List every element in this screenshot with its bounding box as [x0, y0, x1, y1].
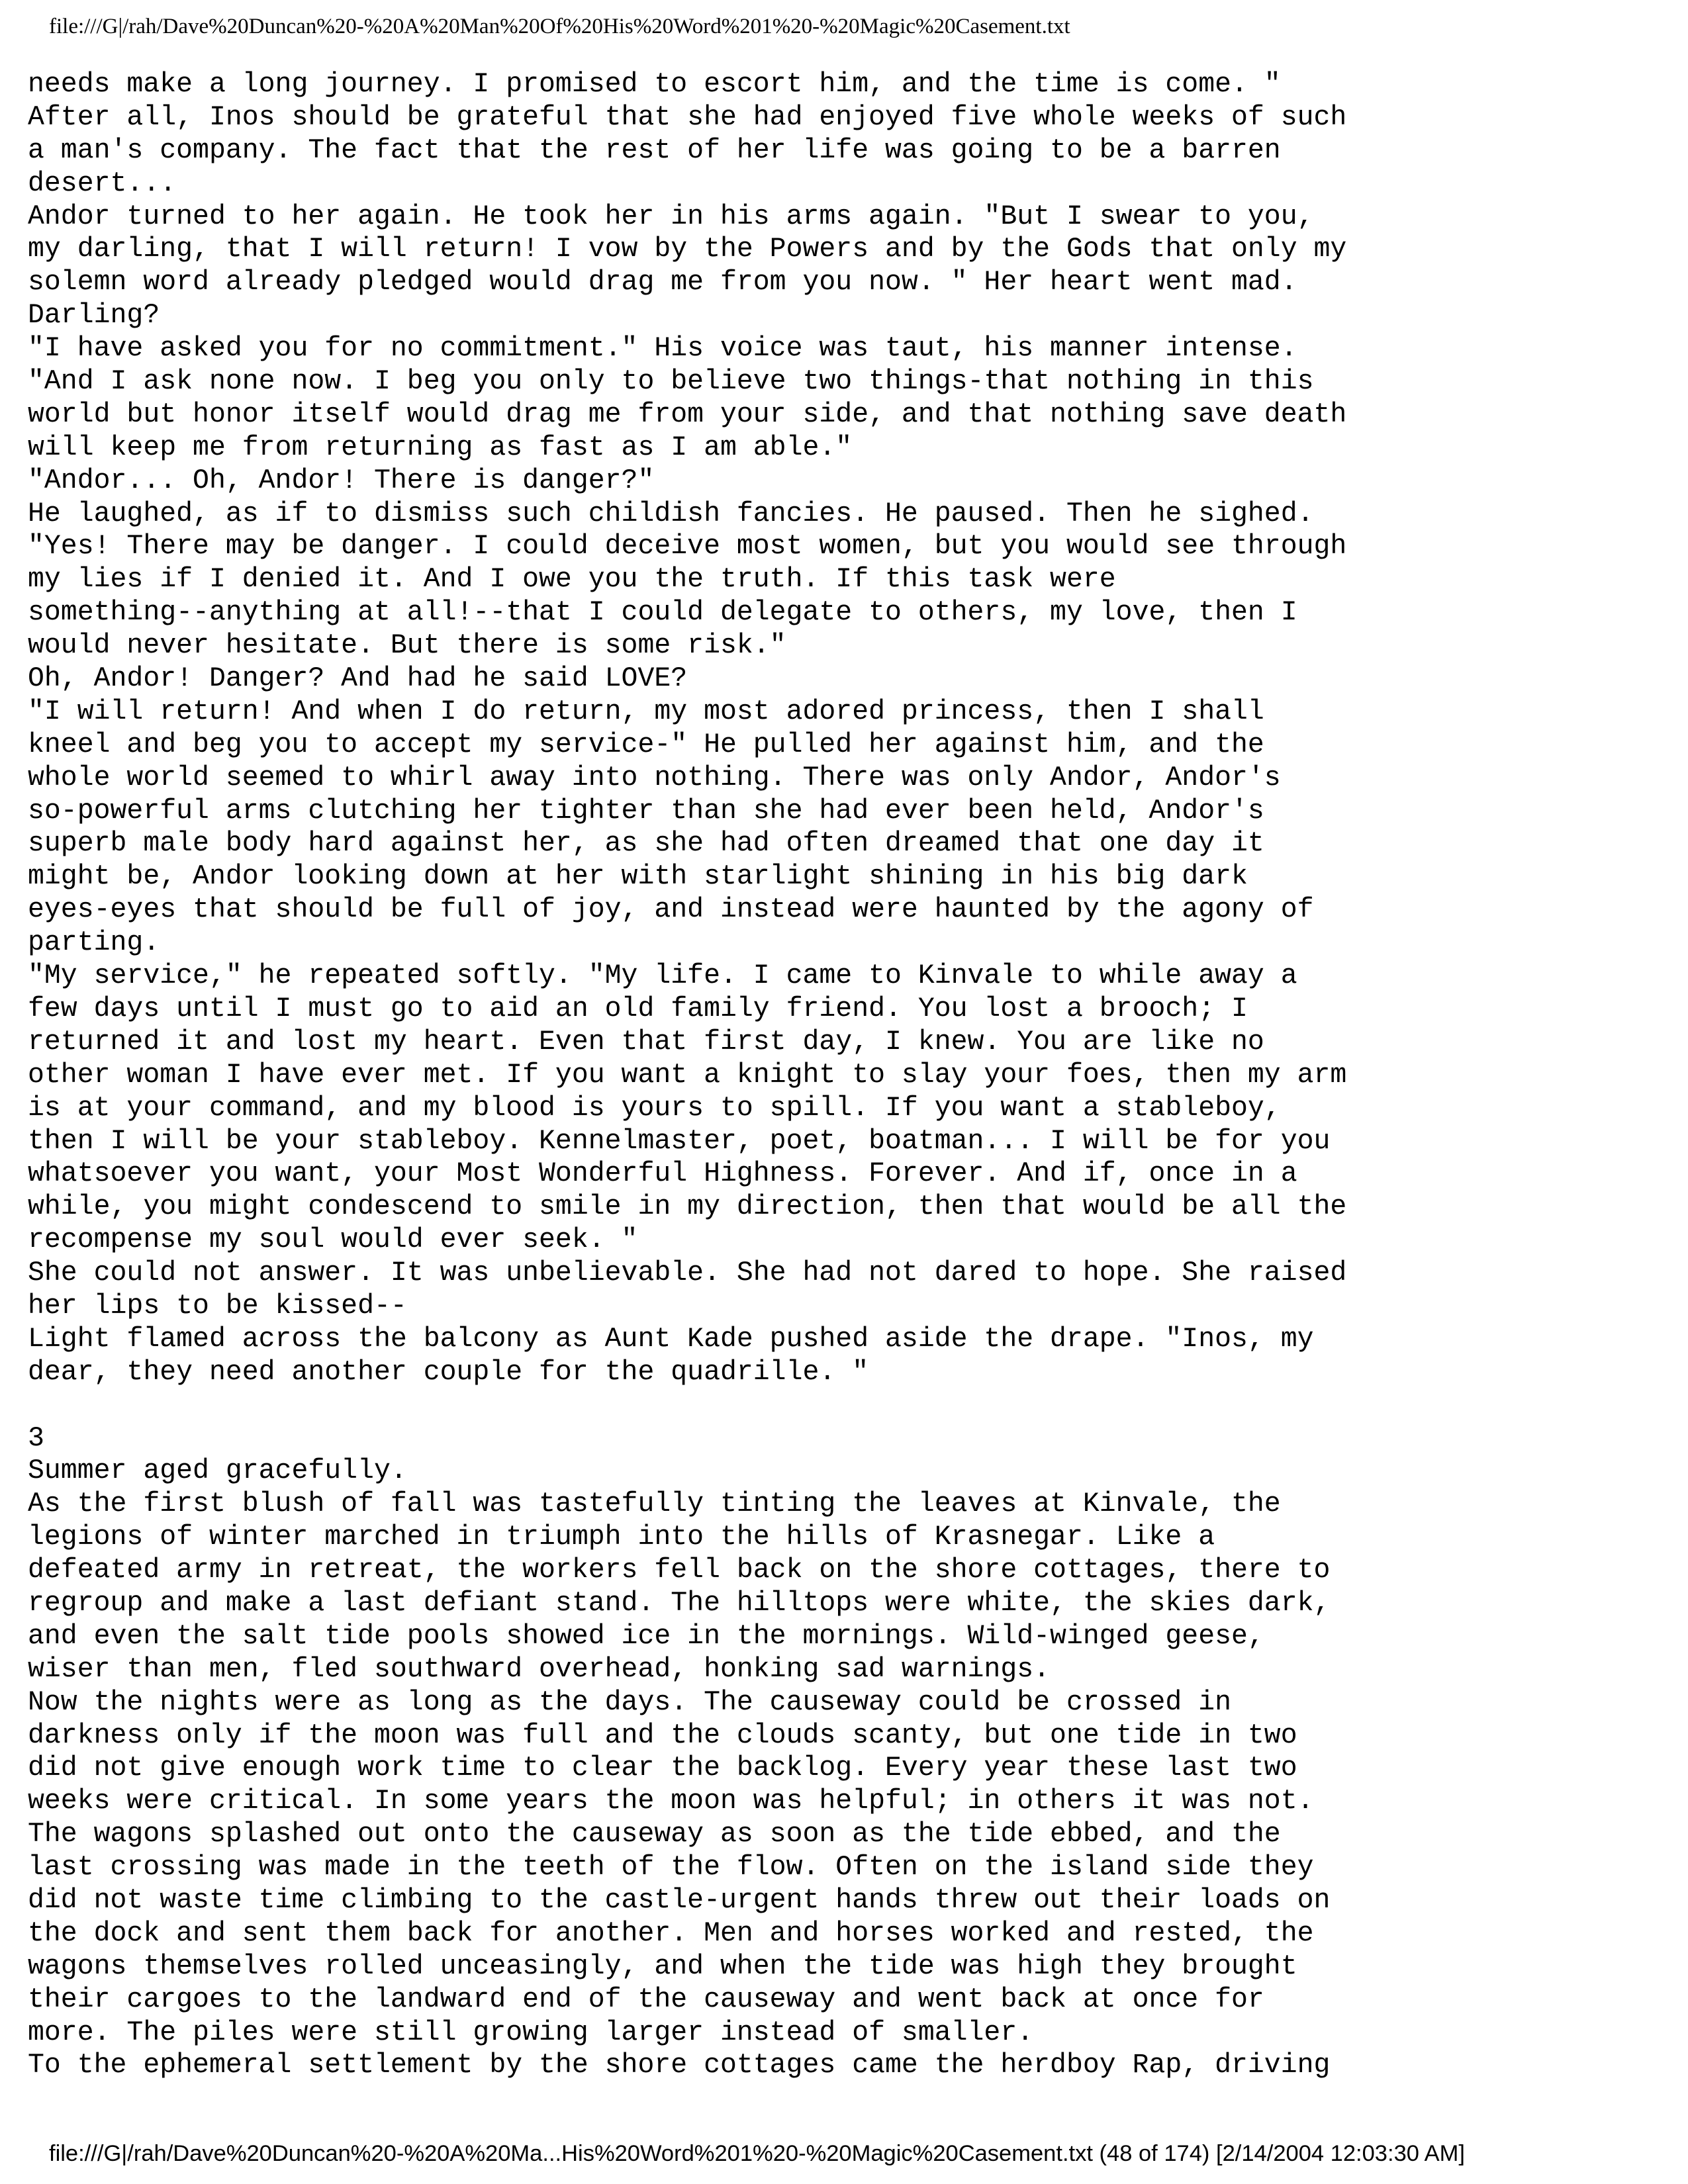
- text-line: To the ephemeral settlement by the shore cottages came the herdboy Rap, driving: [28, 2050, 1331, 2081]
- footer-timestamp: [2/14/2004 12:03:30 AM]: [1216, 2141, 1465, 2166]
- text-line: parting.: [28, 927, 160, 959]
- text-line: returned it and lost my heart. Even that first day, I knew. You are like no: [28, 1026, 1264, 1058]
- text-line: Summer aged gracefully.: [28, 1455, 407, 1487]
- text-line: "My service," he repeated softly. "My life. I came to Kinvale to while away a: [28, 960, 1297, 992]
- text-line: her lips to be kissed--: [28, 1290, 407, 1322]
- text-line: my darling, that I will return! I vow by the Powers and by the Gods that only my: [28, 234, 1347, 265]
- text-line: so-powerful arms clutching her tighter than she had ever been held, Andor's: [28, 795, 1264, 827]
- text-line: After all, Inos should be grateful that she had enjoyed five whole weeks of such: [28, 101, 1347, 133]
- text-line: He laughed, as if to dismiss such childish fancies. He paused. Then he sighed.: [28, 498, 1314, 529]
- text-line: Light flamed across the balcony as Aunt Kade pushed aside the drape. "Inos, my: [28, 1323, 1314, 1355]
- text-line: while, you might condescend to smile in my direction, then that would be all the: [28, 1191, 1347, 1223]
- text-line: legions of winter marched in triumph into the hills of Krasnegar. Like a: [28, 1522, 1215, 1553]
- document-body: [28, 68, 1643, 2082]
- text-line: then I will be your stableboy. Kennelmaster, poet, boatman... I will be for you: [28, 1125, 1331, 1157]
- text-line: other woman I have ever met. If you want a knight to slay your foes, then my arm: [28, 1059, 1347, 1091]
- text-line: wagons themselves rolled unceasingly, and when the tide was high they brought: [28, 1950, 1297, 1982]
- text-line: did not waste time climbing to the castle-urgent hands threw out their loads on: [28, 1884, 1331, 1916]
- text-line: defeated army in retreat, the workers fell back on the shore cottages, there to: [28, 1555, 1331, 1586]
- text-line: "And I ask none now. I beg you only to believe two things-that nothing in this: [28, 366, 1314, 398]
- text-line: few days until I must go to aid an old family friend. You lost a brooch; I: [28, 993, 1248, 1024]
- text-line: the dock and sent them back for another. Men and horses worked and rested, the: [28, 1917, 1314, 1949]
- text-line: is at your command, and my blood is yours to spill. If you want a stableboy,: [28, 1092, 1281, 1124]
- text-line: "I have asked you for no commitment." His voice was taut, his manner intense.: [28, 333, 1297, 365]
- text-line: recompense my soul would ever seek. ": [28, 1224, 638, 1256]
- text-line: did not give enough work time to clear the backlog. Every year these last two: [28, 1752, 1297, 1784]
- text-line: might be, Andor looking down at her with starlight shining in his big dark: [28, 861, 1248, 893]
- text-line: my lies if I denied it. And I owe you the truth. If this task were: [28, 564, 1116, 596]
- text-line: will keep me from returning as fast as I am able.": [28, 432, 853, 463]
- text-line: weeks were critical. In some years the moon was helpful; in others it was not.: [28, 1786, 1314, 1817]
- text-line: dear, they need another couple for the quadrille. ": [28, 1356, 869, 1388]
- text-line: desert...: [28, 167, 177, 199]
- text-line: superb male body hard against her, as she had often dreamed that one day it: [28, 828, 1264, 860]
- text-line: Andor turned to her again. He took her in his arms again. "But I swear to you,: [28, 201, 1314, 232]
- text-line: 3: [28, 1422, 44, 1454]
- text-line: Oh, Andor! Danger? And had he said LOVE?: [28, 663, 688, 695]
- text-line: whole world seemed to whirl away into nothing. There was only Andor, Andor's: [28, 762, 1281, 794]
- footer-page-info: (48 of 174): [1099, 2141, 1210, 2166]
- text-line: kneel and beg you to accept my service-" He pulled her against him, and the: [28, 729, 1264, 760]
- text-line: wiser than men, fled southward overhead, honking sad warnings.: [28, 1653, 1051, 1685]
- text-line: world but honor itself would drag me from your side, and that nothing save death: [28, 398, 1347, 430]
- text-line: regroup and make a last defiant stand. The hilltops were white, the skies dark,: [28, 1587, 1331, 1619]
- blank-line: [28, 1389, 1643, 1422]
- text-line: a man's company. The fact that the rest of her life was going to be a barren: [28, 134, 1281, 166]
- text-line: "I will return! And when I do return, my most adored princess, then I shall: [28, 696, 1264, 727]
- text-line: eyes-eyes that should be full of joy, and instead were haunted by the agony of: [28, 894, 1314, 926]
- text-line: Darling?: [28, 300, 160, 332]
- text-line: more. The piles were still growing larger instead of smaller.: [28, 2017, 1034, 2048]
- text-line: "Yes! There may be danger. I could deceive most women, but you would see through: [28, 531, 1347, 563]
- page-footer: [49, 2138, 1465, 2169]
- text-line: last crossing was made in the teeth of the flow. Often on the island side they: [28, 1852, 1314, 1884]
- page-header-file-path: file:///G|/rah/Dave%20Duncan%20-%20A%20Man%20Of%20His%20Word%201%20-%20Magic%20Casement.txt: [49, 15, 1070, 38]
- text-line: darkness only if the moon was full and the clouds scanty, but one tide in two: [28, 1719, 1297, 1751]
- text-line: would never hesitate. But there is some risk.": [28, 630, 786, 662]
- text-line: needs make a long journey. I promised to escort him, and the time is come. ": [28, 69, 1281, 100]
- text-line: something--anything at all!--that I could delegate to others, my love, then I: [28, 597, 1297, 629]
- text-line: solemn word already pledged would drag me from you now. " Her heart went mad.: [28, 267, 1297, 298]
- text-line: "Andor... Oh, Andor! There is danger?": [28, 465, 655, 496]
- footer-file-path: file:///G|/rah/Dave%20Duncan%20-%20A%20Ma...His%20Word%201%20-%20Magic%20Casement.txt: [49, 2141, 1093, 2166]
- text-line: The wagons splashed out onto the causeway as soon as the tide ebbed, and the: [28, 1819, 1281, 1850]
- text-line: Now the nights were as long as the days. The causeway could be crossed in: [28, 1686, 1231, 1718]
- text-line: As the first blush of fall was tastefully tinting the leaves at Kinvale, the: [28, 1488, 1281, 1520]
- text-line: their cargoes to the landward end of the causeway and went back at once for: [28, 1983, 1264, 2015]
- text-line: She could not answer. It was unbelievable. She had not dared to hope. She raised: [28, 1257, 1347, 1289]
- text-line: whatsoever you want, your Most Wonderful Highness. Forever. And if, once in a: [28, 1158, 1297, 1190]
- text-line: and even the salt tide pools showed ice in the mornings. Wild-winged geese,: [28, 1620, 1264, 1652]
